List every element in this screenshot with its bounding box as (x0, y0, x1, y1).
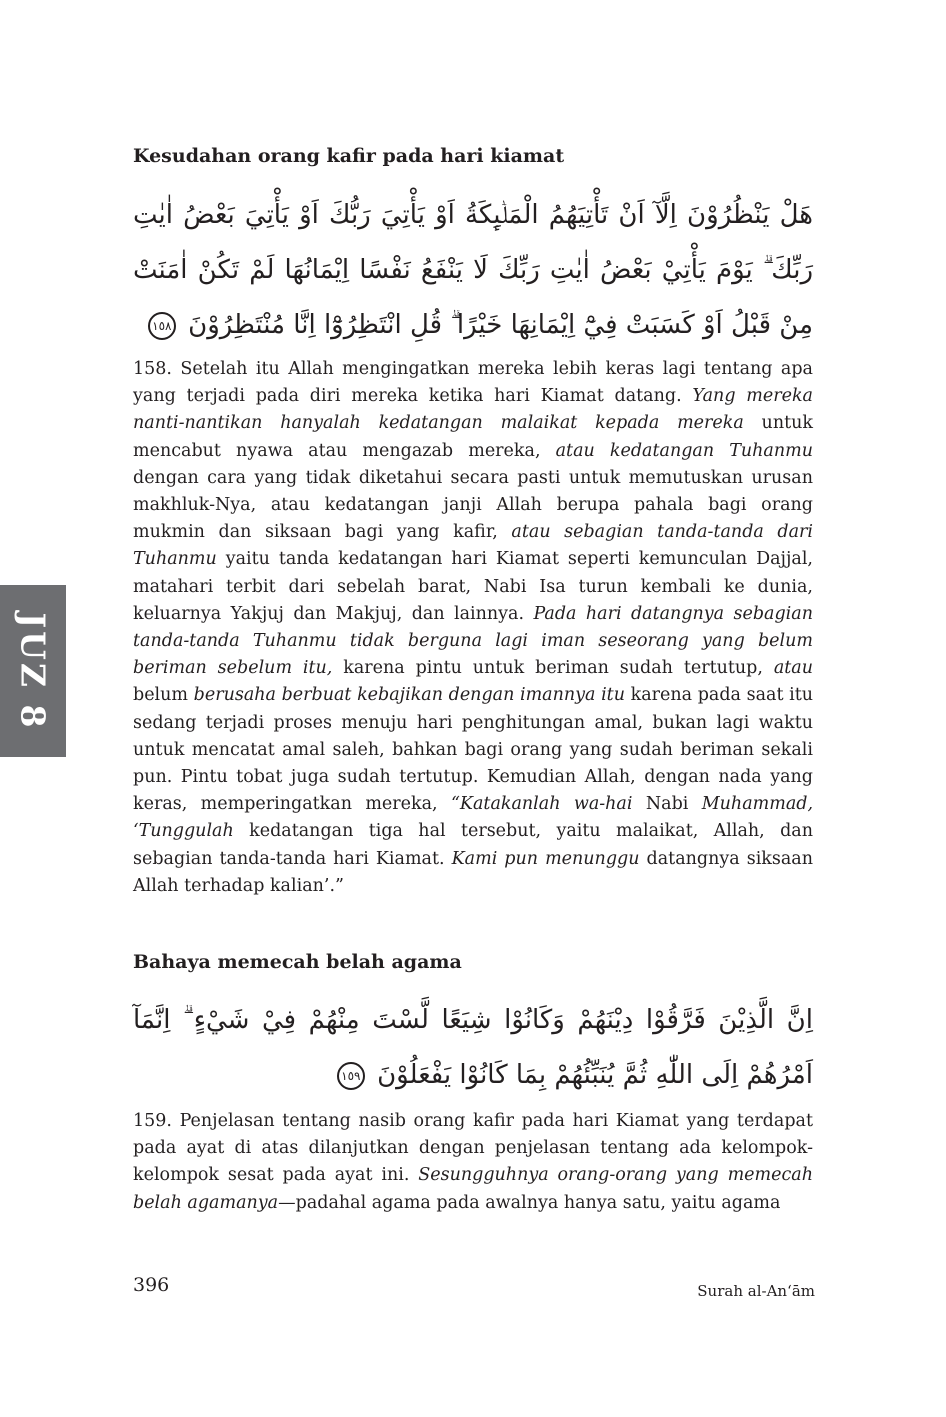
text-run: datangnya siksaan Allah terhadap kalian’.” (133, 848, 814, 896)
arabic-verse-158 (133, 188, 813, 353)
text-run: Nabi (632, 794, 702, 815)
text-run: —padahal agama pada awalnya hanya satu, yaitu agama (278, 1192, 781, 1213)
text-run: karena pada saat itu sedang terjadi proses menuju hari penghitungan amal, bukan lagi waktu untuk mencatat amal saleh, bahkan bagi orang yang sudah beriman sekali pun. Pintu tobat juga sudah tertutup. Kemudian Allah, dengan nada yang keras, memperingatkan mereka, (133, 685, 813, 815)
italic-run: Sesungguhnya orang-orang yang memecah belah agamanya (133, 1165, 813, 1213)
arabic-verse-159 (133, 993, 813, 1103)
text-run: untuk mencabut nyawa atau mengazab mereka, (133, 413, 813, 461)
arabic-verse-text: اِنَّ الَّذِيْنَ فَرَّقُوْا دِيْنَهُمْ وَكَانُوْا شِيَعًا لَّسْتَ مِنْهُمْ فِيْ شَيْءٍ ۗ اِنَّمَآ اَمْرُهُمْ اِلَى اللّٰهِ ثُمَّ يُنَبِّئُهُمْ بِمَا كَانُوْا يَفْعَلُوْنَ (133, 1005, 813, 1090)
italic-run: atau sebagian tanda-tanda dari Tuhanmu (133, 522, 813, 570)
text-run: 158. Setelah itu Allah mengingatkan mereka lebih keras lagi tentang apa yang terjadi pada diri mereka ketika hari Kiamat datang. (133, 359, 813, 407)
ayah-number-marker: ١٥٩ (337, 1062, 365, 1090)
arabic-verse-text: هَلْ يَنْظُرُوْنَ اِلَّآ اَنْ تَأْتِيَهُمُ الْمَلٰۤىِٕكَةُ اَوْ يَأْتِيَ رَبُّكَ اَوْ يَأْتِيَ بَعْضُ اٰيٰتِ رَبِّكَ ۗ يَوْمَ يَأْتِيْ بَعْضُ اٰيٰتِ رَبِّكَ لَا يَنْفَعُ نَفْسًا اِيْمَانُهَا لَمْ تَكُنْ اٰمَنَتْ مِنْ قَبْلُ اَوْ كَسَبَتْ فِيْٓ اِيْمَانِهَا خَيْرًا ۗ قُلِ انْتَظِرُوْٓا اِنَّا مُنْتَظِرُوْنَ (133, 200, 813, 340)
juz-side-tab (0, 585, 66, 757)
italic-run: Muhammad, ‘Tunggulah (133, 794, 814, 842)
text-run: karena pintu untuk beriman sudah tertutup, (332, 658, 774, 679)
italic-run: Pada hari datangnya sebagian tanda-tanda Tuhanmu tidak berguna lagi iman seseorang yang belum beriman sebelum itu, (133, 603, 813, 679)
section-heading-bahaya: Bahaya memecah belah agama (133, 951, 462, 973)
running-footer-surah: Surah al-An‘ām (697, 1282, 815, 1300)
text-run: dengan cara yang tidak diketahui secara pasti untuk memutuskan urusan makhluk-Nya, atau kedatangan janji Allah berupa pahala bagi orang mukmin dan siksaan bagi yang kafir, (133, 467, 813, 543)
text-run: 159. Penjelasan tentang nasib orang kafir pada hari Kiamat yang terdapat pada ayat di atas dilanjutkan dengan penjelasan tentang ada kelompok-kelompok sesat pada ayat ini. (133, 1111, 813, 1186)
italic-run: “Katakanlah wa-hai (450, 794, 633, 815)
section-heading-kesudahan: Kesudahan orang kafir pada hari kiamat (133, 145, 565, 167)
juz-label: JUZ 8 (13, 612, 53, 730)
tafsir-paragraph-158 (133, 356, 813, 900)
italic-run: Yang mereka nanti-nantikan hanyalah kedatangan malaikat kepada mereka (133, 386, 813, 434)
italic-run: atau kedatangan Tuhanmu (555, 440, 813, 461)
italic-run: Kami pun menunggu (451, 848, 640, 869)
text-run: belum (133, 685, 194, 706)
ayah-number-marker: ١٥٨ (148, 312, 176, 340)
italic-run: berusaha berbuat kebajikan dengan imannya itu (193, 685, 625, 706)
page-number: 396 (133, 1274, 170, 1296)
text-run: yaitu tanda kedatangan hari Kiamat seperti kemunculan Dajjal, matahari terbit dari sebelah barat, Nabi Isa turun kembali ke dunia, keluarnya Yakjuj dan Makjuj, dan lainnya. (133, 549, 813, 624)
italic-run: atau (773, 658, 813, 679)
text-run: kedatangan tiga hal tersebut, yaitu malaikat, Allah, dan sebagian tanda-tanda hari Kiamat. (133, 821, 813, 869)
tafsir-paragraph-159 (133, 1108, 813, 1217)
